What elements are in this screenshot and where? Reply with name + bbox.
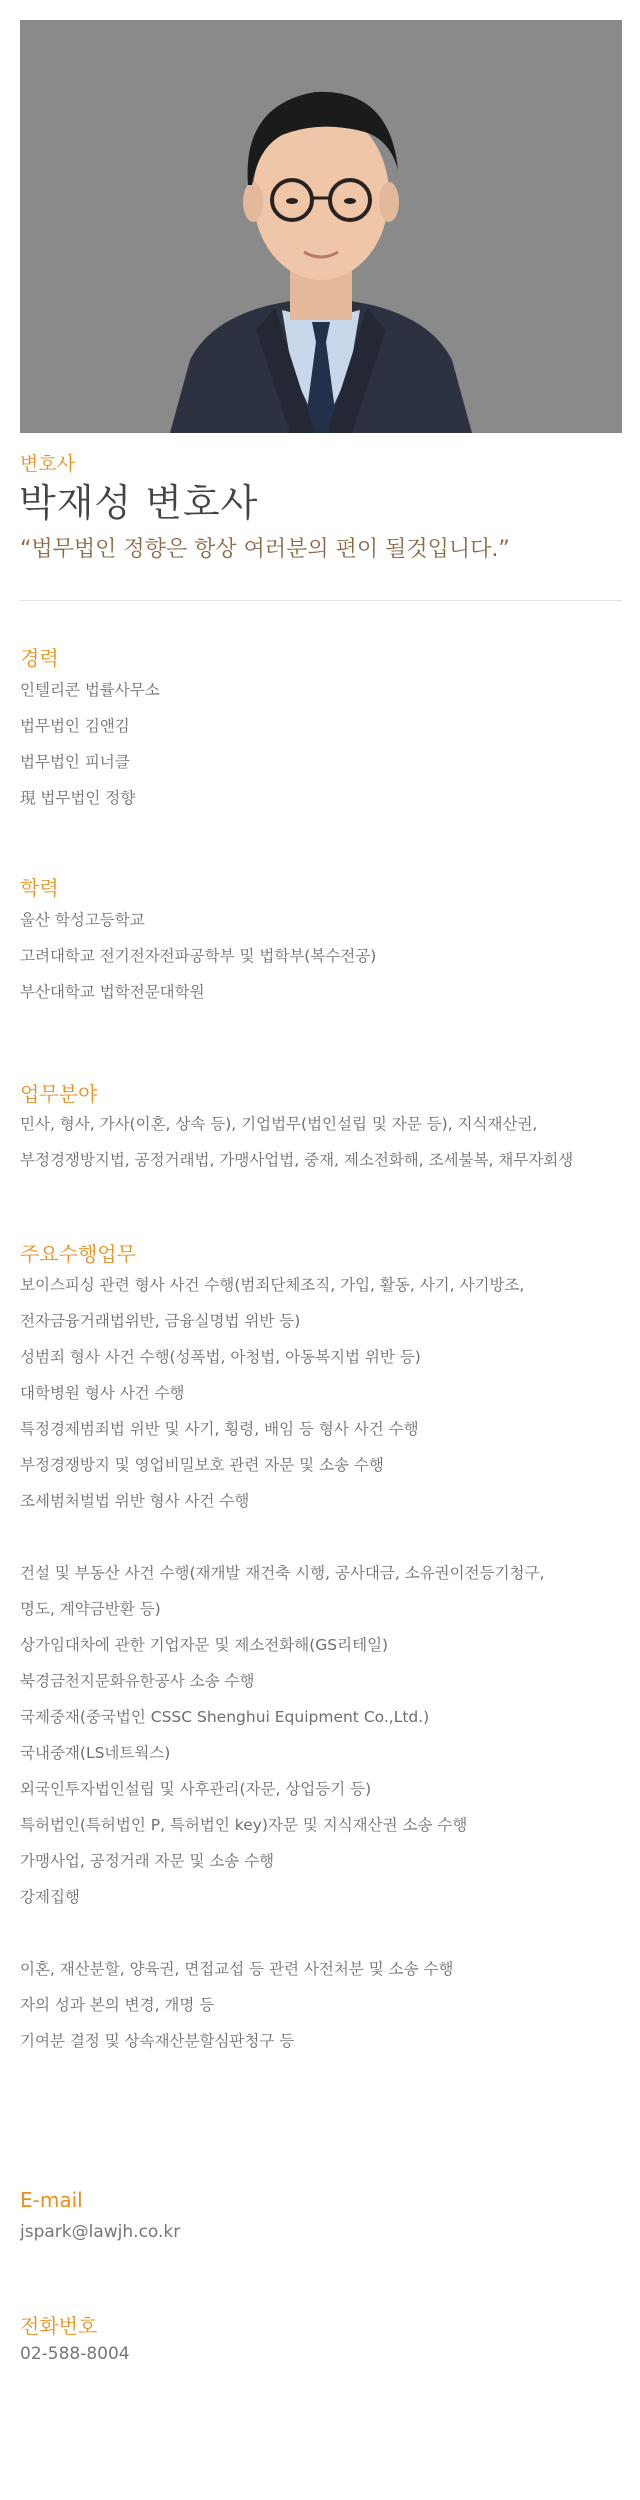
list-item: 자의 성과 본의 변경, 개명 등 (20, 1996, 215, 2014)
role-label: 변호사 (20, 453, 76, 475)
list-item: 국제중재(중국법인 CSSC Shenghui Equipment Co.,Ltd.) (20, 1708, 430, 1726)
list-item: 조세범처벌법 위반 형사 사건 수행 (20, 1492, 250, 1510)
lawyer-portrait-photo (20, 20, 622, 433)
email-link[interactable]: jspark@lawjh.co.kr (20, 2222, 181, 2242)
practice-title: 업무분야 (20, 1082, 98, 1106)
list-item: 전자금융거래법위반, 금융실명법 위반 등) (20, 1312, 301, 1330)
list-item: 법무법인 김앤김 (20, 717, 130, 735)
list-item: 대학병원 형사 사건 수행 (20, 1384, 185, 1402)
career-title: 경력 (20, 646, 59, 670)
list-item: 북경금천지문화유한공사 소송 수행 (20, 1672, 255, 1690)
divider (20, 600, 622, 601)
cases-title: 주요수행업무 (20, 1242, 136, 1266)
list-item: 울산 학성고등학교 (20, 911, 145, 929)
practice-list (20, 1106, 620, 1178)
list-item: 가맹사업, 공정거래 자문 및 소송 수행 (20, 1852, 275, 1870)
list-spacer (20, 1519, 620, 1555)
list-item: 민사, 형사, 가사(이혼, 상속 등), 기업법무(법인설립 및 자문 등), 지식재산권, (20, 1115, 538, 1133)
list-item: 이혼, 재산분할, 양육권, 면접교섭 등 관련 사전처분 및 소송 수행 (20, 1960, 454, 1978)
lawyer-name: 박재성 변호사 (19, 481, 259, 525)
list-spacer (20, 1915, 620, 1951)
list-item: 現 법무법인 정향 (20, 789, 136, 807)
education-list (20, 902, 620, 1010)
email-title: E-mail (20, 2188, 83, 2212)
list-item: 명도, 계약금반환 등) (20, 1600, 161, 1618)
firm-motto: “법무법인 정향은 항상 여러분의 편이 될것입니다.” (20, 537, 510, 562)
list-item: 외국인투자법인설립 및 사후관리(자문, 상업등기 등) (20, 1780, 372, 1798)
list-item: 성범죄 형사 사건 수행(성폭법, 아청법, 아동복지법 위반 등) (20, 1348, 421, 1366)
list-item: 특정경제범죄법 위반 및 사기, 횡령, 배임 등 형사 사건 수행 (20, 1420, 419, 1438)
list-item: 보이스피싱 관련 형사 사건 수행(범죄단체조직, 가입, 활동, 사기, 사기방조, (20, 1276, 525, 1294)
education-title: 학력 (20, 876, 59, 900)
portrait-illustration (20, 20, 622, 433)
list-item: 인텔리콘 법률사무소 (20, 681, 160, 699)
list-item: 기여분 결정 및 상속재산분할심판청구 등 (20, 2032, 295, 2050)
phone-link[interactable]: 02-588-8004 (20, 2344, 130, 2364)
phone-title: 전화번호 (20, 2314, 98, 2338)
list-item: 국내중재(LS네트웍스) (20, 1744, 171, 1762)
list-item: 부산대학교 법학전문대학원 (20, 983, 205, 1001)
career-list (20, 672, 620, 816)
list-item: 부정경쟁방지법, 공정거래법, 가맹사업법, 중재, 제소전화해, 조세불복, 채무자회생 (20, 1151, 574, 1169)
list-item: 상가임대차에 관한 기업자문 및 제소전화해(GS리테일) (20, 1636, 389, 1654)
list-item: 특허법인(특허법인 P, 특허법인 key)자문 및 지식재산권 소송 수행 (20, 1816, 468, 1834)
cases-list (20, 1267, 620, 2059)
list-item: 법무법인 피너클 (20, 753, 130, 771)
list-item: 강제집행 (20, 1888, 80, 1906)
list-item: 고려대학교 전기전자전파공학부 및 법학부(복수전공) (20, 947, 377, 965)
list-item: 부정경쟁방지 및 영업비밀보호 관련 자문 및 소송 수행 (20, 1456, 384, 1474)
list-item: 건설 및 부동산 사건 수행(재개발 재건축 시행, 공사대금, 소유권이전등기청구, (20, 1564, 545, 1582)
